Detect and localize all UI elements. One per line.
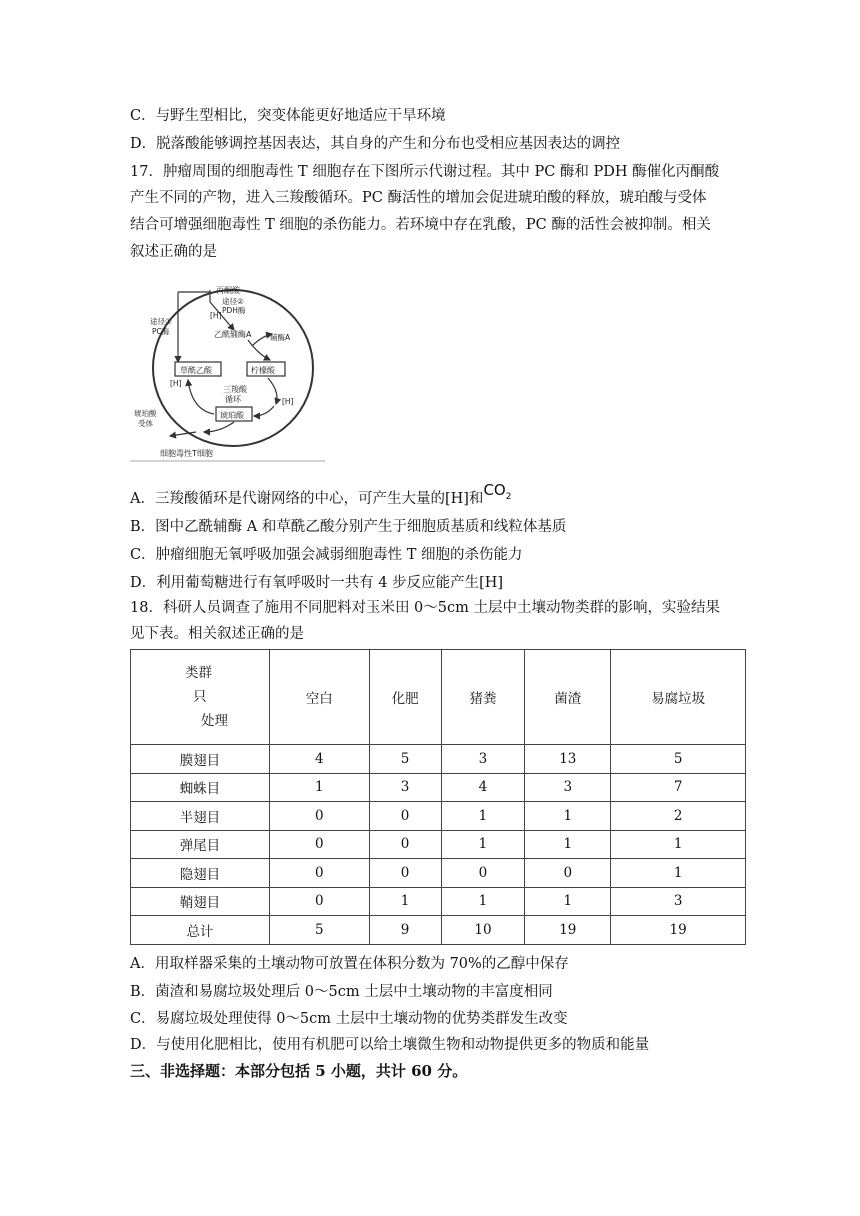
row-name: 鞘翅目 [131, 887, 270, 916]
acetyl-coa-label: 乙酰辅酶A [214, 330, 252, 339]
table-row [131, 802, 746, 831]
tca-label-1: 三羧酸 [223, 385, 247, 394]
table-cell: 4 [441, 773, 525, 802]
co2-base: CO [483, 481, 506, 499]
option-a-17 [130, 481, 512, 515]
h-left-label: [H] [170, 379, 182, 388]
row-name: 半翅目 [131, 802, 270, 831]
table-cell: 0 [269, 887, 369, 916]
route-2-label: 途径② [222, 297, 244, 306]
metabolism-diagram [130, 280, 325, 462]
table-cell: 0 [269, 859, 369, 888]
table-cell: 13 [525, 745, 611, 774]
table-cell: 3 [611, 887, 746, 916]
h-right-label: [H] [282, 397, 294, 406]
question-17-line-2: 产生不同的产物，进入三羧酸循环。PC 酶活性的增加会促进琥珀酸的释放，琥珀酸与受体 [130, 190, 707, 206]
table-row [131, 773, 746, 802]
table-cell: 0 [525, 859, 611, 888]
column-header: 空白 [269, 650, 369, 745]
citrate-label: 柠檬酸 [251, 366, 275, 375]
table-cell: 0 [269, 830, 369, 859]
table-cell: 4 [269, 745, 369, 774]
table-cell: 0 [369, 859, 441, 888]
column-header: 化肥 [369, 650, 441, 745]
receptor-label-2: 受体 [138, 419, 153, 428]
corner-bottom: 处理 [201, 713, 228, 729]
column-header: 易腐垃圾 [611, 650, 746, 745]
table-cell: 0 [369, 830, 441, 859]
row-name: 隐翅目 [131, 859, 270, 888]
tca-label-2: 循环 [225, 395, 241, 404]
coa-label: 辅酶A [270, 333, 291, 342]
table-row [131, 859, 746, 888]
route-1-label: 途径① [150, 317, 172, 326]
option-b-17: B．图中乙酰辅酶 A 和草酰乙酸分别产生于细胞质基质和线粒体基质 [130, 519, 567, 535]
h-top-label: [H] [210, 311, 222, 320]
table-cell: 0 [369, 802, 441, 831]
table-cell: 1 [441, 830, 525, 859]
table-row [131, 887, 746, 916]
table-cell: 2 [611, 802, 746, 831]
receptor-label-1: 琥珀酸 [134, 409, 157, 418]
row-name: 蜘蛛目 [131, 773, 270, 802]
table-cell: 0 [269, 802, 369, 831]
soil-fauna-table [130, 649, 746, 945]
table-cell: 1 [441, 887, 525, 916]
table-cell: 10 [441, 916, 525, 945]
pyruvate-label: 丙酮酸 [216, 286, 240, 295]
table-row-total [131, 916, 746, 945]
table-cell: 1 [525, 887, 611, 916]
table-cell: 19 [611, 916, 746, 945]
option-d-16: D．脱落酸能够调控基因表达，其自身的产生和分布也受相应基因表达的调控 [130, 136, 621, 152]
table-cell: 19 [525, 916, 611, 945]
question-18-line-1: 18．科研人员调查了施用不同肥料对玉米田 0～5cm 土层中土壤动物类群的影响，实验结果 [130, 600, 720, 616]
table-cell: 1 [611, 830, 746, 859]
table-cell: 3 [369, 773, 441, 802]
option-c-17: C．肿瘤细胞无氧呼吸加强会减弱细胞毒性 T 细胞的杀伤能力 [130, 547, 523, 563]
table-corner-cell [131, 650, 270, 745]
table-cell: 5 [269, 916, 369, 945]
option-a-18: A．用取样器采集的土壤动物可放置在体积分数为 70%的乙醇中保存 [130, 956, 569, 972]
table-cell: 5 [611, 745, 746, 774]
row-name: 膜翅目 [131, 745, 270, 774]
table-row [131, 830, 746, 859]
table-header-row [131, 650, 746, 745]
table-cell: 1 [525, 830, 611, 859]
row-name: 总计 [131, 916, 270, 945]
table-cell: 5 [369, 745, 441, 774]
column-header: 菌渣 [525, 650, 611, 745]
corner-mid: 只 [193, 689, 207, 705]
table-cell: 1 [611, 859, 746, 888]
table-cell: 9 [369, 916, 441, 945]
pc-label: PC酶 [152, 327, 170, 336]
co2-formula [483, 481, 512, 502]
oxaloacetate-label: 草酰乙酸 [180, 366, 212, 375]
question-18-line-2: 见下表。相关叙述正确的是 [130, 626, 304, 642]
table-cell: 3 [441, 745, 525, 774]
table-cell: 7 [611, 773, 746, 802]
question-17-line-3: 结合可增强细胞毒性 T 细胞的杀伤能力。若环境中存在乳酸，PC 酶的活性会被抑制。相关 [130, 217, 711, 233]
table-cell: 1 [441, 802, 525, 831]
option-d-17: D．利用葡萄糖进行有氧呼吸时一共有 4 步反应能产生[H] [130, 575, 504, 591]
option-d-18: D．与使用化肥相比，使用有机肥可以给土壤微生物和动物提供更多的物质和能量 [130, 1037, 650, 1053]
table-cell: 1 [269, 773, 369, 802]
cell-label: 细胞毒性T细胞 [160, 449, 213, 458]
question-17-line-1: 17．肿瘤周围的细胞毒性 T 细胞存在下图所示代谢过程。其中 PC 酶和 PDH 酶催化丙酮酸 [130, 164, 720, 180]
corner-top: 类群 [185, 665, 212, 681]
option-b-18: B．菌渣和易腐垃圾处理后 0～5cm 土层中土壤动物的丰富度相同 [130, 984, 553, 1000]
table-cell: 0 [441, 859, 525, 888]
co2-subscript: 2 [505, 492, 512, 502]
pdh-label: PDH酶 [222, 306, 246, 315]
question-17-line-4: 叙述正确的是 [130, 244, 217, 260]
row-name: 弹尾目 [131, 830, 270, 859]
table-cell: 1 [369, 887, 441, 916]
section-3-heading: 三、非选择题：本部分包括 5 小题，共计 60 分。 [130, 1062, 468, 1080]
option-c-18: C．易腐垃圾处理使得 0～5cm 土层中土壤动物的优势类群发生改变 [130, 1011, 568, 1027]
option-c-16: C．与野生型相比，突变体能更好地适应干旱环境 [130, 108, 446, 124]
succinate-label: 琥珀酸 [220, 411, 244, 420]
table-row [131, 745, 746, 774]
table-cell: 1 [525, 802, 611, 831]
option-a-17-text: A．三羧酸循环是代谢网络的中心，可产生大量的[H]和 [130, 491, 484, 507]
table-cell: 3 [525, 773, 611, 802]
column-header: 猪粪 [441, 650, 525, 745]
